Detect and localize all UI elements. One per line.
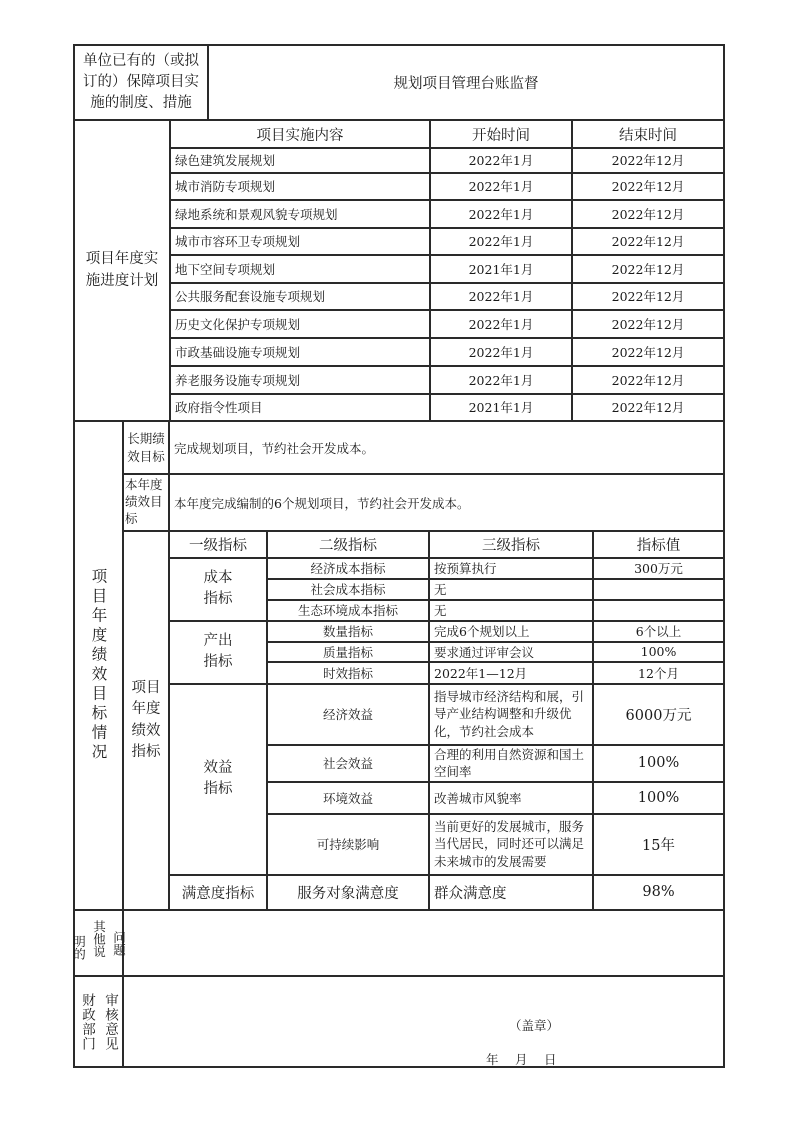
schedule-header-content: 项目实施内容	[256, 127, 344, 144]
indicator-level3: 改善城市风貌率	[434, 790, 522, 806]
performance-label-text: 项目年度绩效目标情况	[89, 568, 108, 763]
finance-label-col1: 财政部门	[79, 992, 95, 1051]
performance-label	[75, 422, 122, 909]
schedule-end: 2022年12月	[611, 372, 685, 388]
indicator-value: 300万元	[634, 561, 683, 576]
schedule-start: 2022年1月	[468, 206, 534, 222]
indicator-level3: 要求通过评审会议	[434, 644, 535, 660]
indicator-level3: 合理的利用自然资源和国土空间率	[434, 746, 585, 779]
schedule-start: 2022年1月	[468, 153, 534, 168]
date-placeholder: 年 月 日	[486, 1052, 557, 1067]
indicator-header-level3: 三级指标	[482, 537, 540, 554]
indicator-level2: 可持续影响	[316, 837, 380, 852]
seal-placeholder: （盖章）	[509, 1018, 560, 1033]
indicator-level2: 时效指标	[322, 665, 373, 681]
schedule-end: 2022年12月	[611, 179, 685, 194]
indicator-level3: 当前更好的发展城市，服务当代居民，同时还可以满足未来城市的发展需要	[434, 818, 585, 869]
indicator-level2: 服务对象满意度	[297, 885, 399, 902]
indicator-value	[594, 579, 723, 599]
indicator-header-level2: 二级指标	[319, 537, 377, 554]
finance-label	[75, 977, 122, 1066]
schedule-content: 历史文化保护专项规划	[175, 316, 301, 332]
schedule-end: 2022年12月	[611, 316, 685, 332]
other-label-col3: 问题	[111, 930, 127, 956]
group-benefit: 效益指标	[203, 759, 233, 797]
group-output: 产出指标	[203, 632, 233, 670]
indicator-level3: 指导城市经济结构和展，引导产业结构调整和升级优化，节约社会成本	[434, 688, 585, 739]
schedule-end: 2022年12月	[611, 400, 685, 415]
schedule-content: 市政基础设施专项规划	[175, 344, 301, 360]
indicator-level2: 社会成本指标	[310, 582, 386, 597]
indicator-level2: 经济效益	[322, 707, 373, 722]
other-label-col2: 其他说	[91, 920, 107, 958]
indicator-level2: 生态环境成本指标	[297, 603, 398, 618]
group-cost: 成本指标	[203, 569, 233, 607]
measures-label: 单位已有的（或拟订的）保障项目实施的制度、措施	[83, 52, 199, 111]
indicator-level2: 数量指标	[322, 624, 373, 639]
schedule-header-end: 结束时间	[619, 127, 677, 144]
indicator-level3: 无	[434, 582, 447, 597]
indicator-value: 12个月	[638, 665, 679, 681]
indicator-value: 6个以上	[635, 624, 682, 639]
schedule-start: 2022年1月	[468, 316, 534, 332]
annual-label: 本年度绩效目标	[125, 477, 163, 526]
schedule-end: 2022年12月	[611, 261, 685, 277]
schedule-content: 城市市容环卫专项规划	[175, 234, 301, 249]
schedule-header-start: 开始时间	[472, 127, 530, 144]
schedule-end: 2022年12月	[611, 206, 685, 222]
other-label	[71, 911, 127, 975]
indicators-label: 项目年度绩效指标	[131, 680, 161, 760]
indicator-level3: 2022年1—12月	[434, 665, 528, 681]
indicator-value: 6000万元	[625, 707, 692, 724]
schedule-content: 政府指令性项目	[175, 400, 263, 415]
schedule-content: 绿地系统和景观风貌专项规划	[175, 206, 338, 222]
schedule-end: 2022年12月	[611, 153, 685, 168]
indicator-value: 100%	[637, 789, 680, 806]
table-border-bottom	[73, 1066, 725, 1068]
long-term-value: 完成规划项目，节约社会开发成本。	[174, 440, 375, 456]
indicator-value: 98%	[642, 884, 675, 900]
other-value	[124, 911, 723, 975]
indicator-level3: 完成6个规划以上	[434, 624, 530, 639]
indicator-header-level1: 一级指标	[189, 537, 247, 554]
schedule-content: 绿色建筑发展规划	[175, 153, 276, 168]
indicator-header-value: 指标值	[636, 537, 681, 554]
indicator-level2: 社会效益	[322, 756, 373, 771]
indicator-level2: 质量指标	[322, 644, 373, 660]
long-term-label: 长期绩效目标	[127, 431, 165, 464]
indicator-level3: 按预算执行	[434, 561, 497, 576]
table-border-right	[723, 44, 725, 1068]
schedule-content: 城市消防专项规划	[175, 179, 276, 194]
schedule-start: 2021年1月	[468, 400, 534, 415]
schedule-end: 2022年12月	[611, 289, 685, 304]
indicator-level3: 群众满意度	[434, 885, 507, 902]
schedule-end: 2022年12月	[611, 344, 685, 360]
schedule-start: 2022年1月	[468, 372, 534, 388]
indicator-level3: 无	[434, 603, 447, 618]
schedule-label: 项目年度实施进度计划	[85, 251, 159, 289]
indicator-value: 100%	[637, 755, 680, 771]
other-label-col1: 明的	[71, 934, 87, 960]
indicator-level2: 环境效益	[322, 790, 373, 806]
indicator-level2: 经济成本指标	[310, 561, 386, 576]
indicator-value	[594, 600, 723, 620]
schedule-start: 2022年1月	[468, 179, 534, 194]
schedule-start: 2022年1月	[468, 289, 534, 304]
schedule-content: 公共服务配套设施专项规划	[175, 289, 326, 304]
measures-value: 规划项目管理台账监督	[393, 76, 539, 92]
indicator-value: 100%	[640, 644, 677, 659]
schedule-start: 2022年1月	[468, 344, 534, 360]
group-satisfaction: 满意度指标	[181, 885, 255, 902]
schedule-content: 养老服务设施专项规划	[175, 372, 301, 388]
indicator-value: 15年	[642, 837, 675, 854]
annual-value: 本年度完成编制的6个规划项目，节约社会开发成本。	[174, 495, 470, 511]
finance-label-col2: 审核意见	[102, 992, 118, 1051]
schedule-start: 2021年1月	[468, 261, 534, 277]
schedule-end: 2022年12月	[611, 234, 685, 249]
schedule-content: 地下空间专项规划	[175, 261, 276, 277]
finance-review-area	[124, 977, 723, 1066]
schedule-start: 2022年1月	[468, 234, 534, 249]
